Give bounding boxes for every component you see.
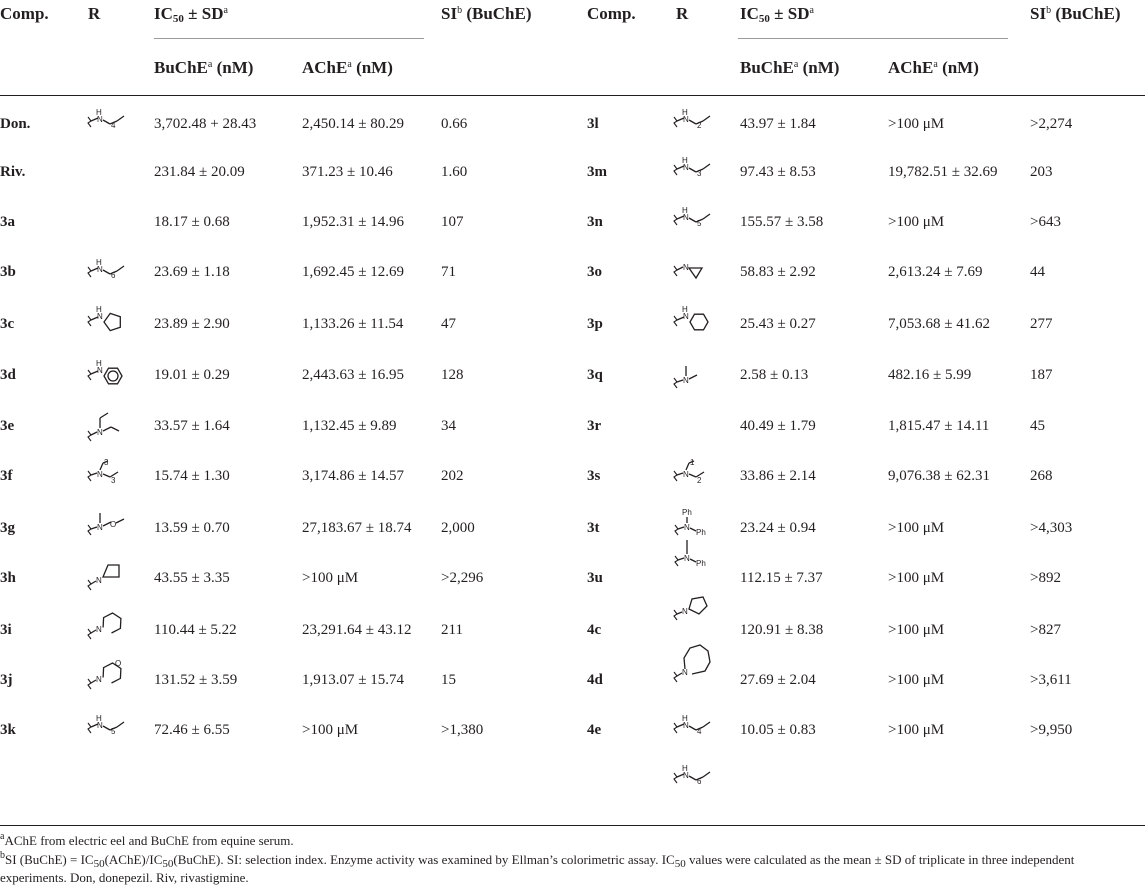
svg-text:O: O xyxy=(115,659,122,668)
svg-text:N: N xyxy=(682,668,688,677)
svg-text:N: N xyxy=(97,366,103,375)
left-row-4-buche-value: 23.69 ± 1.18 xyxy=(154,264,230,280)
r-group-3u-icon xyxy=(672,592,718,626)
left-row-5-ache-value: 1,133.26 ± 11.54 xyxy=(302,316,404,332)
svg-text:5: 5 xyxy=(697,219,702,228)
right-row-6-comp: 3q xyxy=(587,367,603,383)
right-row-10-si-value: >892 xyxy=(1030,570,1061,586)
svg-text:N: N xyxy=(97,312,103,321)
right-row-4-buche-value: 58.83 ± 2.92 xyxy=(740,264,816,280)
right-row-3-comp: 3n xyxy=(587,214,603,230)
table-bottom-rule xyxy=(0,825,1145,826)
svg-text:3: 3 xyxy=(111,476,116,485)
right-row-2-comp: 3m xyxy=(587,164,607,180)
svg-text:N: N xyxy=(683,771,689,780)
left-row-7-comp: 3e xyxy=(0,418,15,434)
r-group-3o-icon xyxy=(672,254,718,284)
r-group-3j-icon xyxy=(86,659,136,699)
right-row-7-ache-value: 1,815.47 ± 14.11 xyxy=(888,418,990,434)
left-row-2-si-value: 1.60 xyxy=(441,164,468,180)
r-group-3q-icon xyxy=(672,364,718,394)
left-row-1-si-value: 0.66 xyxy=(441,116,468,132)
right-row-11-comp: 4c xyxy=(587,622,602,638)
svg-text:N: N xyxy=(683,115,689,124)
r-group-3n-icon xyxy=(672,207,718,231)
r-group-3c-icon xyxy=(86,306,132,338)
svg-text:Ph: Ph xyxy=(682,508,692,517)
right-row-2-buche-value: 97.43 ± 8.53 xyxy=(740,164,816,180)
left-row-10-si-value: >2,296 xyxy=(441,570,484,586)
right-row-1-buche-value: 43.97 ± 1.84 xyxy=(740,116,816,132)
right-row-13-si-value: >9,950 xyxy=(1030,722,1073,738)
svg-text:N: N xyxy=(684,523,690,532)
r-group-3f-icon xyxy=(86,457,132,489)
right-row-5-buche-value: 25.43 ± 0.27 xyxy=(740,316,816,332)
svg-text:N: N xyxy=(96,576,102,585)
svg-text:2: 2 xyxy=(697,476,702,485)
svg-text:N: N xyxy=(684,554,690,563)
left-row-1-buche-value: 3,702.48 + 28.43 xyxy=(154,116,257,132)
r-group-3h-icon xyxy=(86,560,132,594)
svg-text:O: O xyxy=(110,520,117,529)
r-group-4d-icon xyxy=(672,715,718,739)
right-row-9-comp: 3t xyxy=(587,520,600,536)
svg-text:1: 1 xyxy=(690,458,695,467)
svg-text:N: N xyxy=(96,675,102,684)
right-row-4-si-value: 44 xyxy=(1030,264,1045,280)
left-row-9-buche-value: 13.59 ± 0.70 xyxy=(154,520,230,536)
left-row-12-ache-value: 1,913.07 ± 15.74 xyxy=(302,672,404,688)
right-row-11-buche-value: 120.91 ± 8.38 xyxy=(740,622,824,638)
left-row-8-si-value: 202 xyxy=(441,468,464,484)
col-header-ache: AChE$^a$ (nM) xyxy=(302,58,393,77)
right-row-3-buche-value: 155.57 ± 3.58 xyxy=(740,214,824,230)
left-row-4-comp: 3b xyxy=(0,264,16,280)
right-row-5-ache-value: 7,053.68 ± 41.62 xyxy=(888,316,990,332)
svg-text:6: 6 xyxy=(697,777,702,786)
left-row-1-ache-value: 2,450.14 ± 80.29 xyxy=(302,116,404,132)
svg-text:N: N xyxy=(683,312,689,321)
r-group-4e-icon xyxy=(672,765,718,789)
right-row-1-comp: 3l xyxy=(587,116,599,132)
right-row-9-si-value: >4,303 xyxy=(1030,520,1073,536)
left-row-7-buche-value: 33.57 ± 1.64 xyxy=(154,418,230,434)
left-row-9-ache-value: 27,183.67 ± 18.74 xyxy=(302,520,412,536)
right-row-10-buche-value: 112.15 ± 7.37 xyxy=(740,570,823,586)
svg-text:N: N xyxy=(97,523,103,532)
left-row-13-si-value: >1,380 xyxy=(441,722,484,738)
svg-text:H: H xyxy=(682,305,688,314)
r-group-3k-icon xyxy=(86,715,132,739)
left-row-6-ache-value: 2,443.63 ± 16.95 xyxy=(302,367,404,383)
left-row-8-comp: 3f xyxy=(0,468,13,484)
svg-text:H: H xyxy=(682,206,688,215)
header-sub-rule-right xyxy=(738,38,1008,39)
right-row-10-ache-value: >100 μM xyxy=(888,570,945,586)
svg-text:H: H xyxy=(682,764,688,773)
col-header-ic50-right: $IC_{50} \pm SD^a$ xyxy=(740,4,814,25)
col-header-si: $SI^b$ (BuChE) xyxy=(441,4,532,23)
svg-text:Ph: Ph xyxy=(696,559,706,568)
left-row-2-buche-value: 231.84 ± 20.09 xyxy=(154,164,245,180)
right-row-8-si-value: 268 xyxy=(1030,468,1053,484)
right-row-6-si-value: 187 xyxy=(1030,367,1053,383)
right-row-5-comp: 3p xyxy=(587,316,603,332)
left-row-3-buche-value: 18.17 ± 0.68 xyxy=(154,214,230,230)
left-row-10-comp: 3h xyxy=(0,570,16,586)
left-row-3-comp: 3a xyxy=(0,214,15,230)
left-row-10-ache-value: >100 μM xyxy=(302,570,359,586)
right-row-2-si-value: 203 xyxy=(1030,164,1053,180)
right-row-8-buche-value: 33.86 ± 2.14 xyxy=(740,468,816,484)
svg-text:N: N xyxy=(97,470,103,479)
col-header-r-right: R xyxy=(676,4,689,23)
col-header-comp-right: Comp. xyxy=(587,4,636,23)
svg-text:N: N xyxy=(682,607,688,616)
svg-text:N: N xyxy=(97,265,103,274)
right-row-1-si-value: >2,274 xyxy=(1030,116,1073,132)
svg-text:Ph: Ph xyxy=(696,528,706,537)
right-row-7-buche-value: 40.49 ± 1.79 xyxy=(740,418,816,434)
left-row-13-comp: 3k xyxy=(0,722,16,738)
left-row-11-si-value: 211 xyxy=(441,622,463,638)
r-group-3p-icon xyxy=(672,306,722,340)
header-bottom-rule xyxy=(0,95,1145,96)
svg-text:3: 3 xyxy=(697,169,702,178)
r-group-3i-icon xyxy=(86,609,136,649)
r-group-3r-icon xyxy=(672,457,718,489)
svg-text:N: N xyxy=(683,163,689,172)
svg-text:5: 5 xyxy=(111,727,116,736)
right-row-13-comp: 4e xyxy=(587,722,602,738)
left-row-4-ache-value: 1,692.45 ± 12.69 xyxy=(302,264,404,280)
right-row-9-buche-value: 23.24 ± 0.94 xyxy=(740,520,816,536)
left-row-7-ache-value: 1,132.45 ± 9.89 xyxy=(302,418,397,434)
left-row-9-si-value: 2,000 xyxy=(441,520,475,536)
left-row-5-comp: 3c xyxy=(0,316,15,332)
svg-text:H: H xyxy=(96,305,102,314)
svg-text:N: N xyxy=(97,428,103,437)
left-row-5-si-value: 47 xyxy=(441,316,456,332)
left-row-2-ache-value: 371.23 ± 10.46 xyxy=(302,164,393,180)
svg-text:2: 2 xyxy=(697,121,702,130)
right-row-13-ache-value: >100 μM xyxy=(888,722,945,738)
r-group-3e-icon xyxy=(86,409,132,443)
svg-text:N: N xyxy=(96,625,102,634)
right-row-7-comp: 3r xyxy=(587,418,602,434)
right-row-11-si-value: >827 xyxy=(1030,622,1061,638)
left-row-13-buche-value: 72.46 ± 6.55 xyxy=(154,722,230,738)
right-row-11-ache-value: >100 μM xyxy=(888,622,945,638)
left-row-8-buche-value: 15.74 ± 1.30 xyxy=(154,468,230,484)
svg-text:N: N xyxy=(683,213,689,222)
right-row-4-comp: 3o xyxy=(587,264,602,280)
footnote-b: $^b$SI (BuChE) = $IC_{50}(AChE)/IC_{50}(BuChE)$. SI: selection index. Enzyme activity was examined by Ellman’s colorimetric assay. $IC_{50}$ values were calculated as the mean ± SD of triplicate in three independent experiments. Don, donepezil. Riv, rivastigmine. xyxy=(0,850,1075,885)
right-row-8-comp: 3s xyxy=(587,468,601,484)
right-row-7-si-value: 45 xyxy=(1030,418,1045,434)
left-row-3-ache-value: 1,952.31 ± 14.96 xyxy=(302,214,404,230)
r-group-3l-icon xyxy=(672,109,718,133)
right-row-9-ache-value: >100 μM xyxy=(888,520,945,536)
r-group-3g-icon xyxy=(86,511,136,545)
left-row-9-comp: 3g xyxy=(0,520,15,536)
col-header-ic50: $IC_{50} \pm SD^a$ xyxy=(154,4,228,25)
r-group-3m-icon xyxy=(672,157,718,181)
svg-text:N: N xyxy=(683,376,689,385)
left-row-10-buche-value: 43.55 ± 3.35 xyxy=(154,570,230,586)
svg-text:H: H xyxy=(96,714,102,723)
left-row-11-comp: 3i xyxy=(0,622,12,638)
header-sub-rule-left xyxy=(154,38,424,39)
right-row-5-si-value: 277 xyxy=(1030,316,1053,332)
svg-text:H: H xyxy=(96,258,102,267)
svg-text:4: 4 xyxy=(697,727,702,736)
svg-text:N: N xyxy=(683,263,689,272)
right-row-13-buche-value: 10.05 ± 0.83 xyxy=(740,722,816,738)
left-row-11-buche-value: 110.44 ± 5.22 xyxy=(154,622,237,638)
right-row-3-ache-value: >100 μM xyxy=(888,214,945,230)
left-row-12-si-value: 15 xyxy=(441,672,456,688)
right-row-6-buche-value: 2.58 ± 0.13 xyxy=(740,367,809,383)
svg-text:H: H xyxy=(682,108,688,117)
col-header-ache-right: AChE$^a$ (nM) xyxy=(888,58,979,77)
col-header-buche: BuChE$^a$ (nM) xyxy=(154,58,254,77)
col-header-comp: Comp. xyxy=(0,4,49,23)
right-row-1-ache-value: >100 μM xyxy=(888,116,945,132)
right-row-12-buche-value: 27.69 ± 2.04 xyxy=(740,672,816,688)
col-header-buche-right: BuChE$^a$ (nM) xyxy=(740,58,840,77)
svg-text:N: N xyxy=(683,470,689,479)
right-row-4-ache-value: 2,613.24 ± 7.69 xyxy=(888,264,983,280)
left-row-13-ache-value: >100 μM xyxy=(302,722,359,738)
r-group-3b-icon xyxy=(86,259,132,283)
svg-text:6: 6 xyxy=(111,271,116,280)
left-row-5-buche-value: 23.89 ± 2.90 xyxy=(154,316,230,332)
svg-text:N: N xyxy=(97,721,103,730)
left-row-11-ache-value: 23,291.64 ± 43.12 xyxy=(302,622,412,638)
svg-text:N: N xyxy=(97,115,103,124)
left-row-1-comp: Don. xyxy=(0,116,31,132)
svg-text:N: N xyxy=(683,721,689,730)
footnote-a: $^a$AChE from electric eel and BuChE from equine serum. xyxy=(0,831,294,848)
svg-text:H: H xyxy=(682,156,688,165)
left-row-2-comp: Riv. xyxy=(0,164,26,180)
right-row-2-ache-value: 19,782.51 ± 32.69 xyxy=(888,164,998,180)
r-group-3d-icon xyxy=(86,360,132,392)
left-row-6-comp: 3d xyxy=(0,367,16,383)
right-row-12-comp: 4d xyxy=(587,672,603,688)
left-row-6-buche-value: 19.01 ± 0.29 xyxy=(154,367,230,383)
left-row-8-ache-value: 3,174.86 ± 14.57 xyxy=(302,468,404,484)
left-row-3-si-value: 107 xyxy=(441,214,464,230)
svg-text:H: H xyxy=(682,714,688,723)
r-group-3t-icon xyxy=(672,534,722,570)
col-header-si-right: $SI^b$ (BuChE) xyxy=(1030,4,1121,23)
left-row-12-buche-value: 131.52 ± 3.59 xyxy=(154,672,238,688)
right-row-8-ache-value: 9,076.38 ± 62.31 xyxy=(888,468,990,484)
svg-text:4: 4 xyxy=(111,121,116,130)
right-row-12-ache-value: >100 μM xyxy=(888,672,945,688)
svg-text:H: H xyxy=(96,359,102,368)
right-row-6-ache-value: 482.16 ± 5.99 xyxy=(888,367,972,383)
col-header-r: R xyxy=(88,4,101,23)
svg-text:3: 3 xyxy=(104,458,109,467)
right-row-10-comp: 3u xyxy=(587,570,603,586)
left-row-6-si-value: 128 xyxy=(441,367,464,383)
svg-text:H: H xyxy=(96,108,102,117)
left-row-7-si-value: 34 xyxy=(441,418,456,434)
left-row-4-si-value: 71 xyxy=(441,264,456,280)
r-group-4c-icon xyxy=(672,642,724,686)
r-group-3a-icon xyxy=(86,109,132,133)
right-row-12-si-value: >3,611 xyxy=(1030,672,1072,688)
right-row-3-si-value: >643 xyxy=(1030,214,1061,230)
left-row-12-comp: 3j xyxy=(0,672,13,688)
